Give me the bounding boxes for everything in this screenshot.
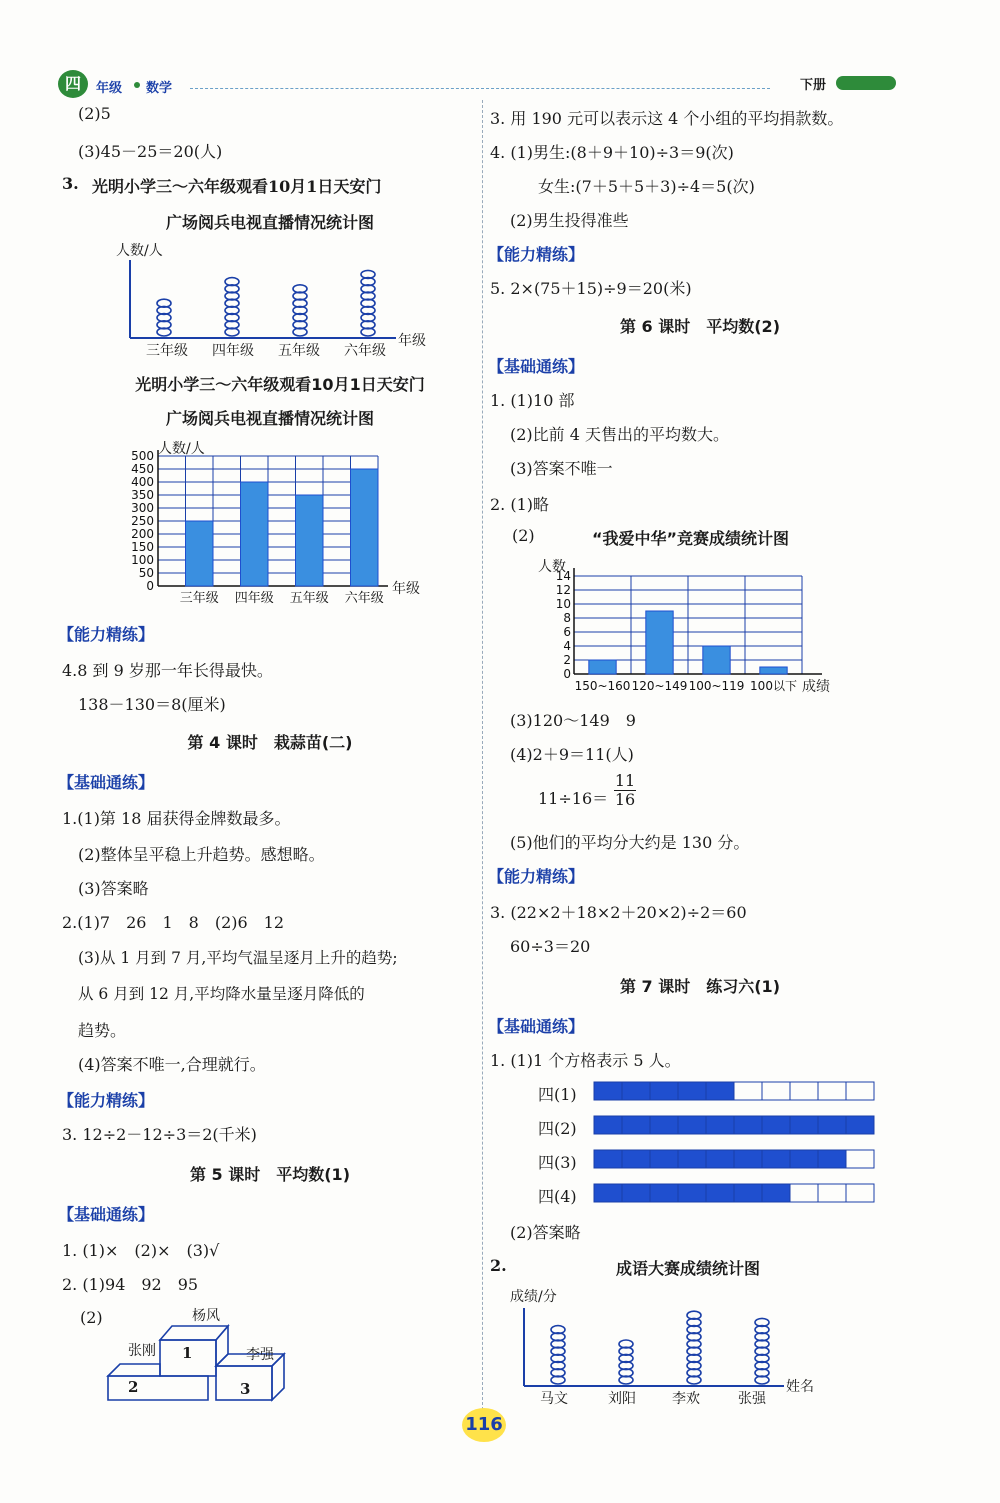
chart2-xtick: 四年级	[234, 591, 274, 606]
right-r14: (5)他们的平均分大约是 130 分。	[510, 833, 750, 852]
chart1-cat-1: 三年级	[146, 343, 188, 359]
right-r19: 2.	[490, 1256, 507, 1275]
hbar-cell	[846, 1150, 874, 1168]
right-r9: 2. (1)略	[490, 495, 550, 514]
chart2-bar	[296, 495, 324, 586]
chart2-bar	[241, 482, 269, 586]
lesson4-title: 第 4 课时 栽蒜苗(二)	[187, 733, 353, 752]
header-line	[190, 88, 770, 89]
left-a11: 2. (1)94 92 95	[62, 1275, 199, 1294]
hbar-fill	[594, 1150, 846, 1168]
chart4	[506, 1284, 836, 1410]
left-a3: (3)答案略	[78, 879, 149, 898]
right-tag-ability-1: 【能力精练】	[488, 245, 585, 264]
chart2-ytick: 100	[131, 553, 154, 567]
hbar-cell	[846, 1082, 874, 1100]
chart2-ytick: 150	[131, 540, 154, 554]
chart4-ylabel: 成绩/分	[510, 1289, 557, 1305]
podium	[100, 1300, 300, 1420]
hbar-fill	[594, 1184, 790, 1202]
page-number: 116	[462, 1408, 506, 1442]
header-dot	[134, 82, 140, 88]
chart3-bar	[703, 646, 730, 674]
hbar-label-1: 四(1)	[538, 1085, 577, 1104]
left-a8: (4)答案不唯一,合理就行。	[78, 1055, 266, 1074]
hbar-cell	[818, 1184, 846, 1202]
lesson5-title: 第 5 课时 平均数(1)	[189, 1165, 351, 1184]
q3-title-2: 广场阅兵电视直播情况统计图	[165, 213, 374, 232]
chart3-ytick: 4	[563, 639, 571, 653]
right-r5: 5. 2×(75＋15)÷9＝20(米)	[490, 279, 692, 298]
chart2	[118, 436, 438, 608]
chart3-svg	[530, 552, 850, 698]
left-a7: 趋势。	[78, 1021, 127, 1040]
chart4-title: 成语大赛成绩统计图	[616, 1259, 761, 1278]
right-r13: 11÷16＝	[538, 789, 609, 808]
chart2-ytick: 0	[146, 579, 154, 593]
chart4-cat-2: 刘阳	[608, 1391, 636, 1407]
chart2-ytick: 450	[131, 462, 154, 476]
right-r7: (2)比前 4 天售出的平均数大。	[510, 425, 730, 444]
chart2-svg	[118, 436, 438, 608]
left-a10: 1. (1)× (2)× (3)√	[62, 1241, 220, 1260]
hbar-cell	[790, 1082, 818, 1100]
chart2-bar	[186, 521, 214, 586]
chart3-ytick: 6	[563, 625, 571, 639]
chart2-ylabel: 人数/人	[158, 441, 205, 457]
chart2-title-2: 广场阅兵电视直播情况统计图	[165, 409, 374, 428]
chart3-xtick: 120~149	[631, 679, 688, 693]
q3-title-1: 光明小学三～六年级观看10月1日天安门	[92, 177, 382, 196]
podium-n2: 2	[128, 1378, 139, 1396]
left-a5: (3)从 1 月到 7 月,平均气温呈逐月上升的趋势;	[78, 949, 398, 967]
header-deco	[836, 76, 896, 90]
right-r10: (2)	[512, 526, 535, 545]
left-q4: 4.8 到 9 岁那一年长得最快。	[62, 661, 273, 680]
chart1-xlabel: 年级	[398, 333, 426, 349]
left-a9: 3. 12÷2－12÷3＝2(千米)	[62, 1125, 257, 1144]
chart3-ytick: 2	[563, 653, 571, 667]
q3-num: 3.	[62, 174, 79, 193]
chart4-cat-4: 张强	[738, 1391, 766, 1407]
chart1-cat-2: 四年级	[212, 343, 254, 359]
chart3-ytick: 12	[555, 583, 571, 597]
right-r2: 4. (1)男生:(8＋9＋10)÷3＝9(次)	[490, 143, 734, 162]
left-l2: (3)45－25＝20(人)	[78, 142, 223, 161]
chart3-xlabel: 成绩	[802, 679, 830, 695]
chart3	[530, 552, 850, 698]
header-subject: 数学	[146, 81, 173, 96]
right-r6: 1. (1)10 部	[490, 391, 575, 410]
right-tag-ability-2: 【能力精练】	[488, 867, 585, 886]
hbar-label-3: 四(3)	[538, 1153, 577, 1172]
right-r12: (4)2＋9＝11(人)	[510, 745, 634, 764]
column-divider	[482, 100, 483, 1410]
chart3-xtick: 100以下	[750, 679, 797, 693]
chart2-ytick: 350	[131, 488, 154, 502]
fraction-numerator: 11	[614, 771, 636, 790]
podium-n1: 1	[182, 1344, 193, 1362]
left-q4b: 138－130＝8(厘米)	[78, 695, 226, 714]
chart2-xtick: 三年级	[179, 591, 219, 606]
chart2-xtick: 六年级	[344, 591, 384, 606]
chart3-ylabel: 人数	[538, 559, 566, 575]
left-tag-basic-2: 【基础通练】	[58, 1205, 155, 1224]
chart3-title: “我爱中华”竞赛成绩统计图	[592, 529, 790, 548]
hbar-fill	[594, 1082, 734, 1100]
chart2-ytick: 50	[138, 566, 154, 580]
right-tag-basic-1: 【基础通练】	[488, 357, 585, 376]
left-tag-basic-1: 【基础通练】	[58, 773, 155, 792]
lesson7-title: 第 7 课时 练习六(1)	[619, 977, 781, 996]
chart4-cat-1: 马文	[540, 1391, 568, 1407]
chart2-ytick: 400	[131, 475, 154, 489]
right-r1: 3. 用 190 元可以表示这 4 个小组的平均捐款数。	[490, 109, 844, 128]
chart3-bar	[646, 611, 673, 674]
chart1-cat-4: 六年级	[344, 343, 386, 359]
chart3-xtick: 100~119	[688, 679, 745, 693]
hbar-label-4: 四(4)	[538, 1187, 577, 1206]
chart3-ytick: 8	[563, 611, 571, 625]
chart2-ytick: 300	[131, 501, 154, 515]
right-r11: (3)120～149 9	[510, 711, 636, 730]
chart4-xlabel: 姓名	[786, 1379, 814, 1395]
left-l1: (2)5	[78, 104, 111, 123]
left-tag-ability-1: 【能力精练】	[58, 625, 155, 644]
header-volume: 下册	[800, 78, 827, 93]
chart4-cat-3: 李欢	[672, 1391, 700, 1407]
left-a1: 1.(1)第 18 届获得金牌数最多。	[62, 809, 291, 828]
chart3-ytick: 10	[555, 597, 571, 611]
podium-n3: 3	[240, 1380, 251, 1398]
chart2-title-1: 光明小学三～六年级观看10月1日天安门	[135, 375, 425, 394]
podium-first-name: 杨风	[192, 1308, 220, 1324]
hbar-cell	[818, 1082, 846, 1100]
fraction	[614, 772, 636, 809]
hbar-chart	[530, 1076, 890, 1212]
chart2-ytick: 200	[131, 527, 154, 541]
left-a2: (2)整体呈平稳上升趋势。感想略。	[78, 845, 325, 864]
chart3-bar	[760, 667, 787, 674]
hbar-cell	[790, 1184, 818, 1202]
left-a6: 从 6 月到 12 月,平均降水量呈逐月降低的	[78, 985, 365, 1003]
podium-second-name: 张刚	[128, 1343, 156, 1359]
fraction-denominator: 16	[614, 790, 636, 809]
right-r8: (3)答案不唯一	[510, 459, 613, 478]
right-r18: (2)答案略	[510, 1223, 581, 1242]
hbar-cell	[734, 1082, 762, 1100]
lesson6-title: 第 6 课时 平均数(2)	[619, 317, 781, 336]
hbar-svg	[530, 1076, 890, 1212]
chart3-ytick: 14	[555, 569, 571, 583]
left-a4: 2.(1)7 26 1 8 (2)6 12	[62, 913, 285, 932]
right-r4: (2)男生投得准些	[510, 211, 629, 230]
chart1-cat-3: 五年级	[278, 343, 320, 359]
right-tag-basic-2: 【基础通练】	[488, 1017, 585, 1036]
chart2-ytick: 250	[131, 514, 154, 528]
right-r16: 60÷3＝20	[510, 937, 591, 956]
hbar-cell	[846, 1184, 874, 1202]
left-tag-ability-2: 【能力精练】	[58, 1091, 155, 1110]
grade-badge: 四	[58, 70, 88, 98]
right-r17: 1. (1)1 个方格表示 5 人。	[490, 1051, 681, 1070]
chart1-ylabel: 人数/人	[116, 243, 163, 259]
chart1	[110, 238, 450, 360]
chart3-ytick: 0	[563, 667, 571, 681]
chart2-xtick: 五年级	[289, 591, 329, 606]
right-r3: 女生:(7＋5＋5＋3)÷4＝5(次)	[538, 177, 755, 196]
header-grade-label: 年级	[96, 81, 123, 96]
right-r15: 3. (22×2＋18×2＋20×2)÷2＝60	[490, 903, 747, 922]
left-a12: (2)	[80, 1308, 103, 1327]
chart2-xlabel: 年级	[392, 581, 420, 597]
hbar-cell	[762, 1082, 790, 1100]
chart2-bar	[351, 469, 379, 586]
podium-third-name: 李强	[246, 1347, 274, 1363]
hbar-label-2: 四(2)	[538, 1119, 577, 1138]
chart3-xtick: 150~160	[574, 679, 631, 693]
chart3-bar	[589, 660, 616, 674]
chart2-ytick: 500	[131, 449, 154, 463]
